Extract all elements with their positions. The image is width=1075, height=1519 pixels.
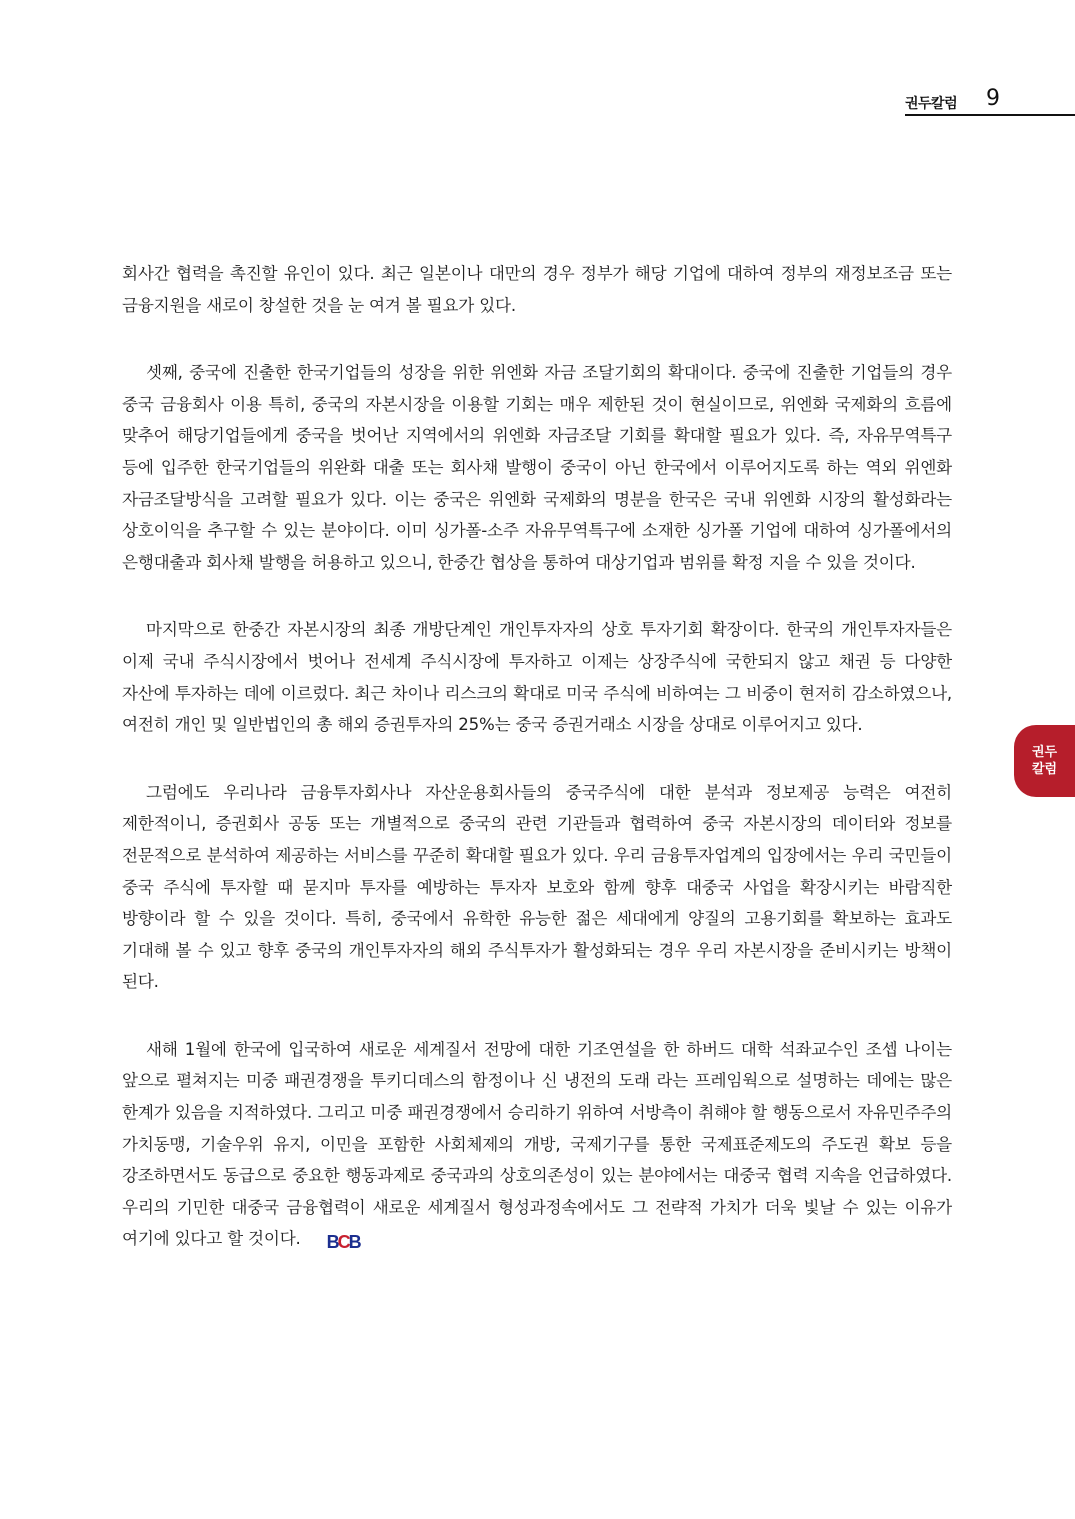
paragraph-2: 셋째, 중국에 진출한 한국기업들의 성장을 위한 위엔화 자금 조달기회의 확대이다. 중국에 진출한 기업들의 경우 중국 금융회사 이용 특히, 중국의 자본시장을 이용할 기회는 매우 제한된 것이 현실이므로, 위엔화 국제화의 흐름에 맞추어 해당기업들에게 중국을 벗어난 지역에서의 위엔화 자금조달 기회를 확대할 필요가 있다. 즉, 자유무역특구 등에 입주한 한국기업들의 위완화 대출 또는 회사채 발행이 중국이 아닌 한국에서 이루어지도록 하는 역외 위엔화 자금조달방식을 고려할 필요가 있다. 이는 중국은 위엔화 국제화의 명분을 한국은 국내 위엔화 시장의 활성화라는 상호이익을 추구할 수 있는 분야이다. 이미 싱가폴-소주 자유무역특구에 소재한 싱가폴 기업에 대하여 싱가폴에서의 은행대출과 회사채 발행을 허용하고 있으니, 한중간 협상을 통하여 대상기업과 범위를 확정 지을 수 있을 것이다. (122, 363, 952, 572)
section-title: 권두칼럼 (905, 96, 958, 112)
article-body (122, 258, 952, 1291)
logo-letter-1: B (326, 1232, 338, 1253)
paragraph-3: 마지막으로 한중간 자본시장의 최종 개방단계인 개인투자자의 상호 투자기회 확장이다. 한국의 개인투자자들은 이제 국내 주식시장에서 벗어나 전세계 주식시장에 투자하고 이제는 상장주식에 국한되지 않고 채권 등 다양한 자산에 투자하는 데에 이르렀다. 최근 차이나 리스크의 확대로 미국 주식에 비하여는 그 비중이 현저히 감소하였으나, 여전히 개인 및 일반법인의 총 해외 증권투자의 25%는 중국 증권거래소 시장을 상대로 이루어지고 있다. (122, 620, 952, 735)
paragraph-4: 그럼에도 우리나라 금융투자회사나 자산운용회사들의 중국주식에 대한 분석과 정보제공 능력은 여전히 제한적이니, 증권회사 공동 또는 개별적으로 중국의 관련 기관들과 협력하여 중국 자본시장의 데이터와 정보를 전문적으로 분석하여 제공하는 서비스를 꾸준히 확대할 필요가 있다. 우리 금융투자업계의 입장에서는 우리 국민들이 중국 주식에 투자할 때 묻지마 투자를 예방하는 투자자 보호와 함께 향후 대중국 사업을 확장시키는 바람직한 방향이라 할 수 있을 것이다. 특히, 중국에서 유학한 유능한 젊은 세대에게 양질의 고용기회를 확보하는 효과도 기대해 볼 수 있고 향후 중국의 개인투자자의 해외 주식투자가 활성화되는 경우 우리 자본시장을 준비시키는 방책이 된다. (122, 782, 952, 992)
logo-letter-3: B (348, 1232, 360, 1253)
paragraph-1: 회사간 협력을 촉진할 유인이 있다. 최근 일본이나 대만의 경우 정부가 해당 기업에 대하여 정부의 재정보조금 또는 금융지원을 새로이 창설한 것을 눈 여겨 볼 필요가 있다. (122, 264, 952, 315)
header-rule (905, 114, 1075, 116)
running-header (905, 86, 1075, 116)
paragraph-5-text: 새해 1월에 한국에 입국하여 새로운 세계질서 전망에 대한 기조연설을 한 하버드 대학 석좌교수인 조셉 나이는 앞으로 펼쳐지는 미중 패권경쟁을 투키디데스의 함정이나 신 냉전의 도래 라는 프레임웍으로 설명하는 데에는 많은 한계가 있음을 지적하였다. 그리고 미중 패권경쟁에서 승리하기 위하여 서방측이 취해야 할 행동으로서 자유민주주의 가치동맹, 기술우위 유지, 이민을 포함한 사회체제의 개방, 국제기구를 통한 국제표준제도의 주도권 확보 등을 강조하면서도 동급으로 중요한 행동과제로 중국과의 상호의존성이 있는 분야에서는 대중국 협력 지속을 언급하였다. 우리의 기민한 대중국 금융협력이 새로운 세계질서 형성과정속에서도 그 전략적 가치가 더욱 빛날 수 있는 이유가 여기에 있다고 할 것이다. (122, 1039, 952, 1249)
logo-letter-2: C (337, 1232, 349, 1253)
section-side-tab (1014, 725, 1075, 797)
side-tab-line-1: 권두 (1031, 745, 1058, 760)
end-mark-logo (303, 1232, 360, 1252)
page-number: 9 (986, 86, 1000, 111)
side-tab-line-2: 칼럼 (1031, 762, 1058, 777)
paragraph-5 (122, 1034, 952, 1255)
